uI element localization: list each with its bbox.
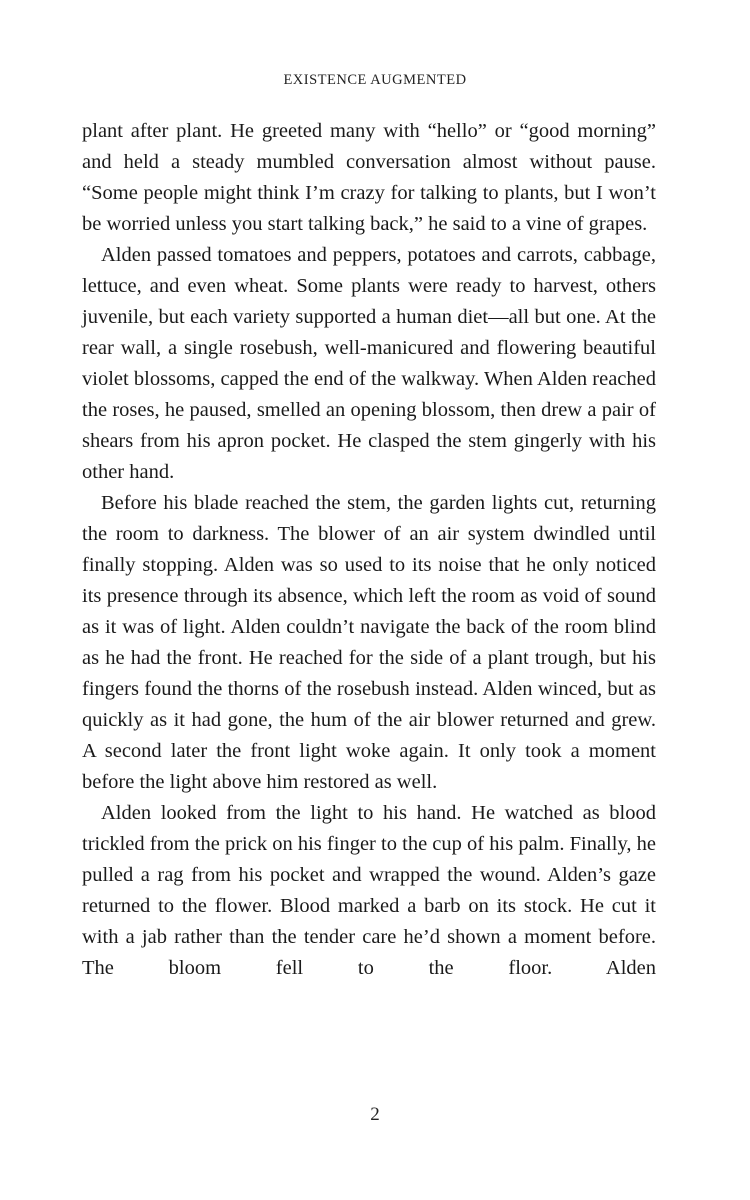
paragraph-1: plant after plant. He greeted many with “hello” or “good morning” and held a steady mumbled conversation almost without pause. “Some people might think I’m crazy for talking to plants, but I won’t be worried unless you start talking back,” he said to a vine of grapes. bbox=[82, 120, 656, 235]
paragraph-3: Before his blade reached the stem, the garden lights cut, returning the room to darkness. The blower of an air system dwindled until finally stopping. Alden was so used to its noise that he only noticed its presence through its absence, which left the room as void of sound as it was of light. Alden couldn’t navigate the back of the room blind as he had the front. He reached for the side of a plant trough, but his fingers found the thorns of the rosebush instead. Alden winced, but as quickly as it had gone, the hum of the air blower returned and grew. A second later the front light woke again. It only took a moment before the light above him restored as well. bbox=[82, 492, 656, 793]
running-head: EXISTENCE AUGMENTED bbox=[283, 72, 467, 88]
page-number: 2 bbox=[370, 1104, 380, 1125]
body-text bbox=[82, 116, 656, 984]
paragraph-2: Alden passed tomatoes and peppers, potatoes and carrots, cabbage, lettuce, and even wheat. Some plants were ready to harvest, others juvenile, but each variety supported a human diet—all but one. At the rear wall, a single rosebush, well-manicured and flowering beautiful violet blossoms, capped the end of the walkway. When Alden reached the roses, he paused, smelled an opening blossom, then drew a pair of shears from his apron pocket. He clasped the stem gingerly with his other hand. bbox=[82, 244, 656, 483]
paragraph-4: Alden looked from the light to his hand. He watched as blood trickled from the prick on his finger to the cup of his palm. Finally, he pulled a rag from his pocket and wrapped the wound. Alden’s gaze returned to the flower. Blood marked a barb on its stock. He cut it with a jab rather than the tender care he’d shown a moment before. The bloom fell to the floor. Alden bbox=[82, 802, 656, 979]
